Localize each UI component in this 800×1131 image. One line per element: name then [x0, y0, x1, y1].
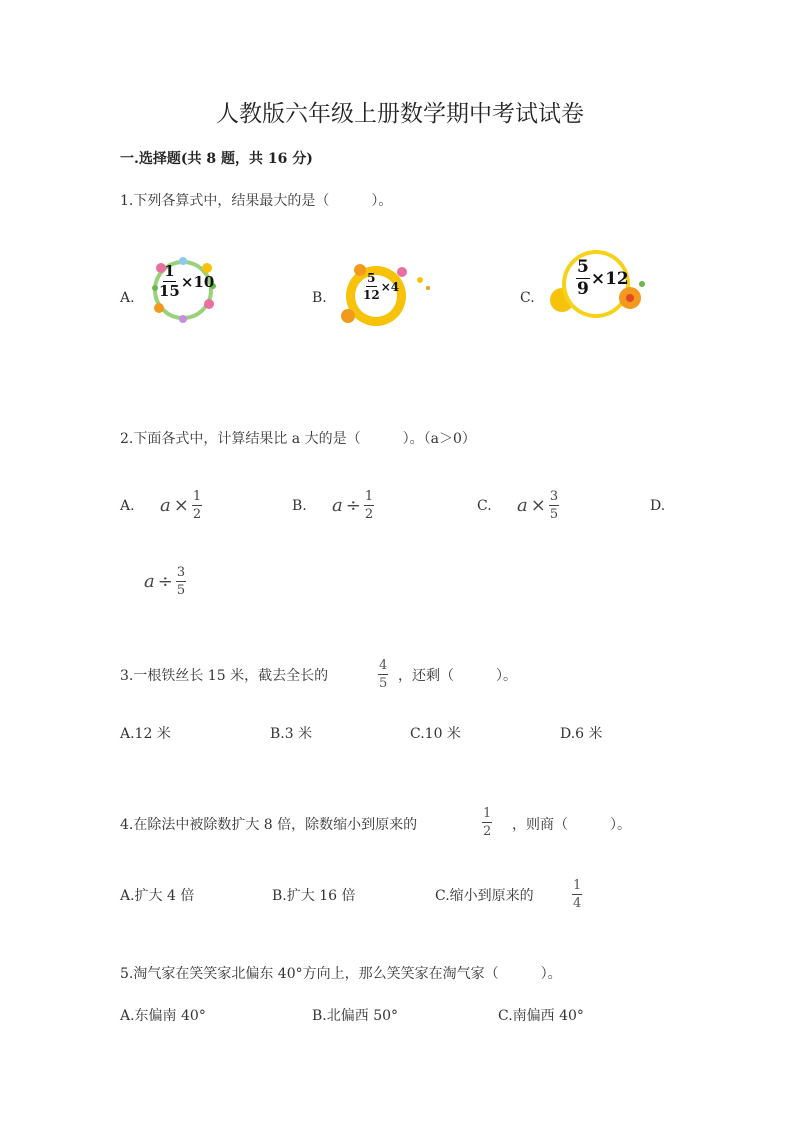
q3-fraction: [378, 658, 388, 690]
variable: a: [144, 571, 155, 592]
question-3-text-after: ，还剩（ ）。: [398, 668, 517, 684]
numerator: 1: [192, 489, 202, 504]
q4-option-a[interactable]: A.扩大 4 倍: [120, 888, 195, 904]
q5-option-a[interactable]: A.东偏南 40°: [120, 1008, 206, 1024]
numerator: 1: [573, 878, 582, 893]
q1-b-operator: ×4: [380, 279, 400, 294]
operator: ÷: [345, 495, 361, 516]
page-title: 人教版六年级上册数学期中考试试卷: [216, 101, 584, 127]
question-4-text-after: ，则商（ ）。: [512, 817, 631, 833]
question-3-text-before: 3.一根铁丝长 15 米，截去全长的: [120, 668, 329, 684]
numerator: 1: [364, 489, 374, 504]
question-5-text: 5.淘气家在笑笑家北偏东 40°方向上，那么笑笑家在淘气家（ ）。: [120, 966, 562, 982]
q1-option-b-badge[interactable]: [330, 258, 436, 330]
q1-a-operator: ×10: [180, 272, 215, 291]
q1-option-a-badge[interactable]: [145, 254, 223, 326]
numerator: 3: [176, 565, 186, 580]
variable: a: [332, 495, 343, 516]
denominator: 5: [549, 507, 559, 522]
question-1-text: 1.下列各算式中，结果最大的是（ ）。: [120, 193, 393, 209]
q2-option-a-expr[interactable]: [160, 490, 202, 521]
q3-option-c[interactable]: C.10 米: [410, 726, 461, 742]
q5-option-b[interactable]: B.北偏西 50°: [312, 1008, 399, 1024]
q3-option-b[interactable]: B.3 米: [270, 726, 313, 742]
q1-option-c-badge[interactable]: [548, 246, 650, 322]
q1-b-denominator: 12: [363, 288, 380, 302]
q3-option-d[interactable]: D.6 米: [560, 726, 603, 742]
q4-fraction: [482, 806, 492, 838]
denominator: 5: [379, 676, 388, 691]
q3-option-a[interactable]: A.12 米: [120, 726, 171, 742]
q1-b-numerator: 5: [367, 271, 376, 285]
q1-a-denominator: 15: [159, 282, 180, 300]
q2-option-c-letter: C.: [477, 498, 492, 514]
q1-option-a-letter: A.: [120, 290, 135, 306]
denominator: 2: [483, 824, 492, 839]
question-4-text-before: 4.在除法中被除数扩大 8 倍，除数缩小到原来的: [120, 817, 418, 833]
operator: ×: [530, 495, 546, 516]
variable: a: [517, 495, 528, 516]
q5-option-c[interactable]: C.南偏西 40°: [498, 1008, 584, 1024]
section-heading: 一.选择题(共 8 题，共 16 分): [120, 151, 313, 167]
operator: ÷: [157, 571, 173, 592]
q4-option-b[interactable]: B.扩大 16 倍: [272, 888, 356, 904]
q2-option-d-expr[interactable]: [144, 566, 186, 597]
q1-c-denominator: 9: [577, 279, 589, 299]
q1-a-numerator: 1: [164, 262, 175, 280]
q1-c-numerator: 5: [577, 257, 589, 277]
numerator: 3: [549, 489, 559, 504]
q1-option-b-letter: B.: [312, 290, 327, 306]
q2-option-a-letter: A.: [120, 498, 135, 514]
numerator: 4: [379, 658, 388, 673]
q2-option-b-letter: B.: [292, 498, 307, 514]
variable: a: [160, 495, 171, 516]
numerator: 1: [483, 806, 492, 821]
q1-option-c-letter: C.: [520, 290, 535, 306]
operator: ×: [173, 495, 189, 516]
q2-option-c-expr[interactable]: [517, 490, 559, 521]
q4-option-c[interactable]: C.缩小到原来的: [435, 888, 534, 904]
q2-option-d-letter: D.: [650, 498, 666, 514]
q4-option-c-fraction: [572, 878, 582, 910]
q1-c-operator: ×12: [590, 268, 629, 289]
denominator: 2: [364, 507, 374, 522]
denominator: 2: [192, 507, 202, 522]
denominator: 4: [573, 896, 582, 911]
q2-option-b-expr[interactable]: [332, 490, 374, 521]
question-2-text: 2.下面各式中，计算结果比 a 大的是（ ）。（a＞0）: [120, 431, 476, 447]
denominator: 5: [176, 583, 186, 598]
